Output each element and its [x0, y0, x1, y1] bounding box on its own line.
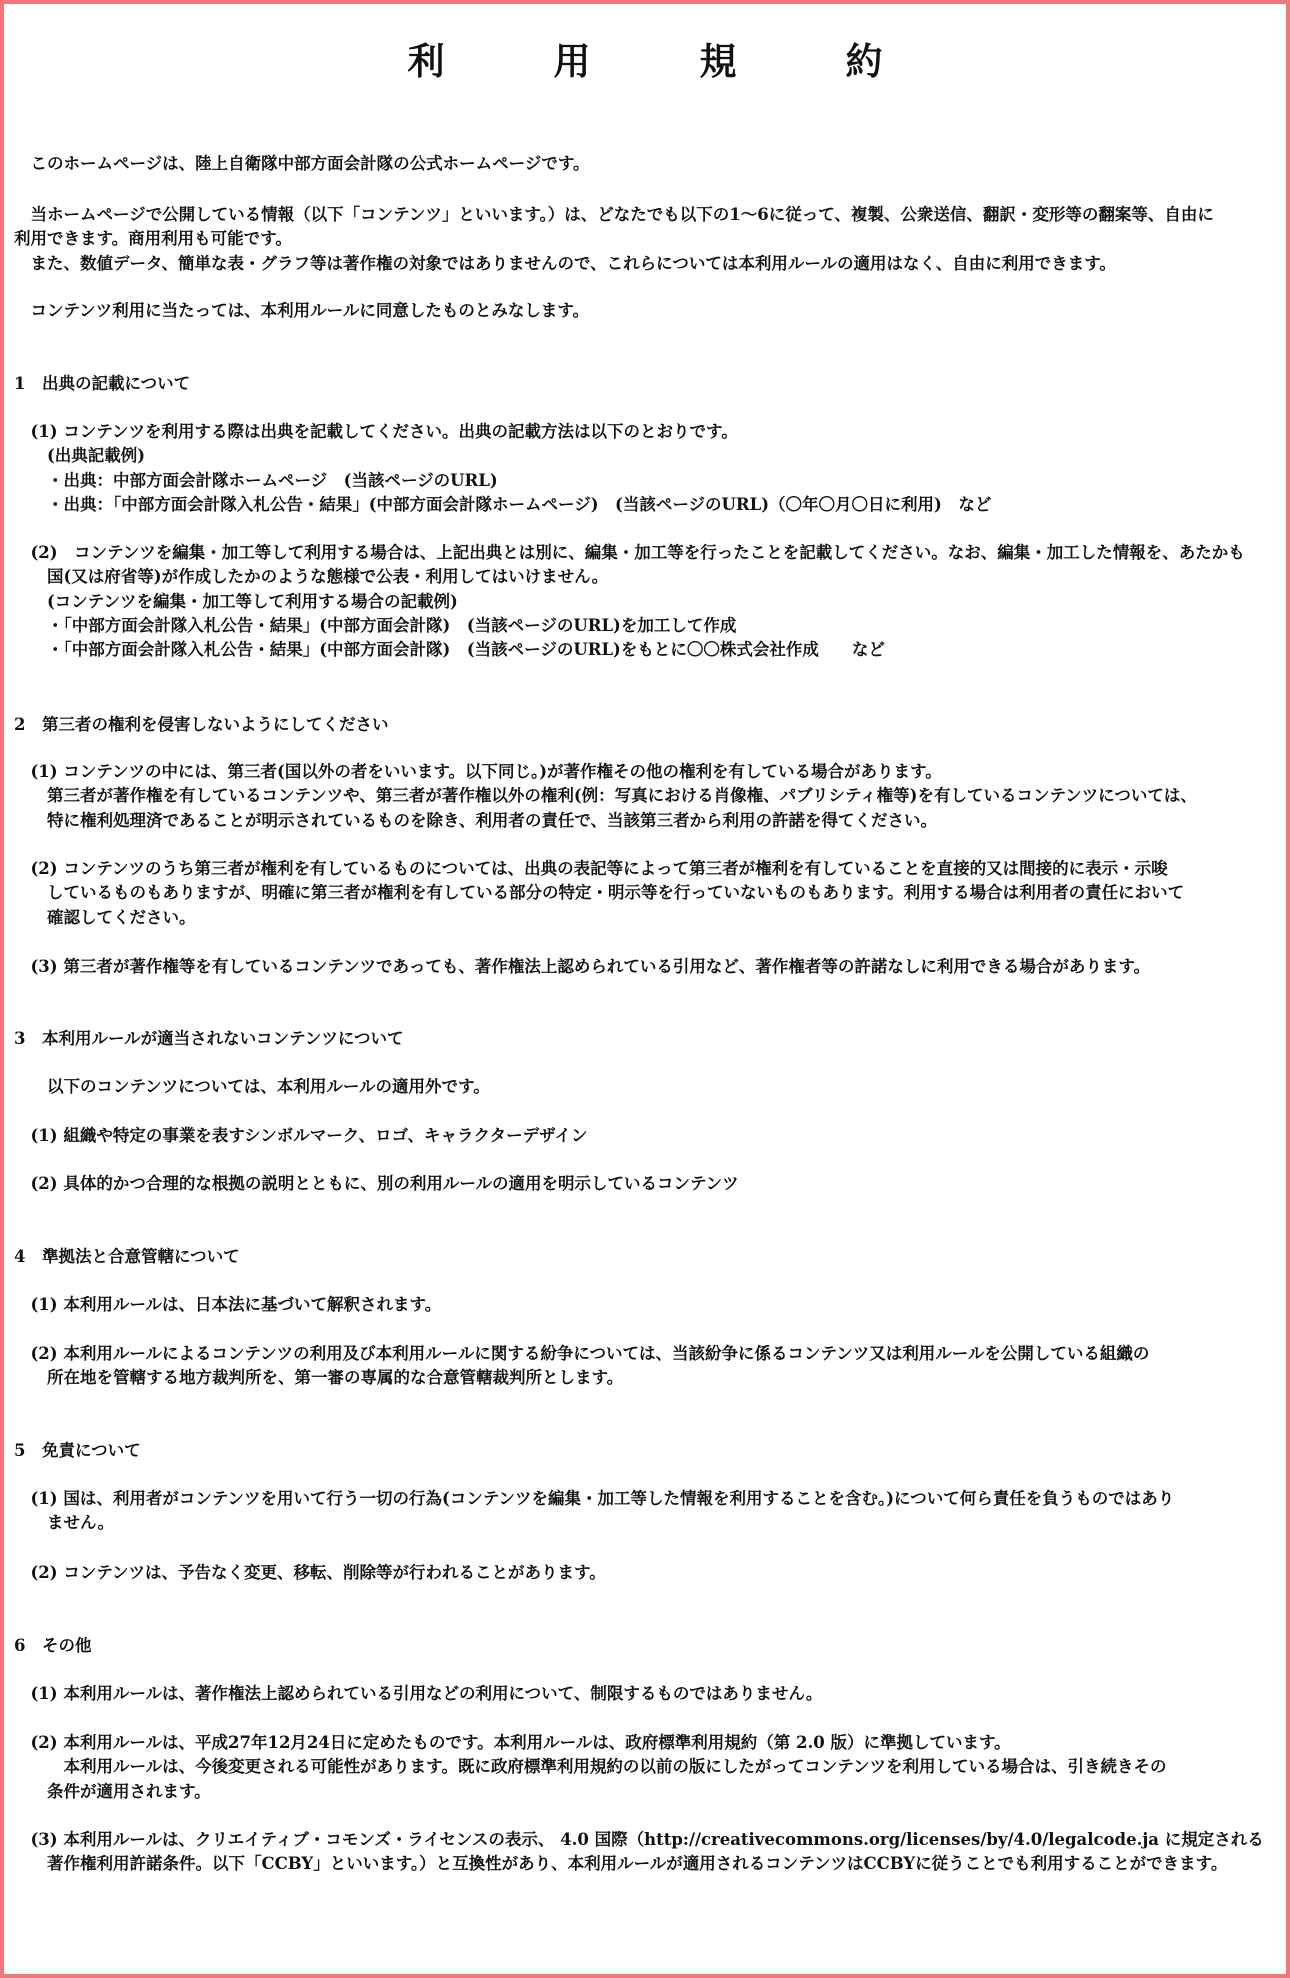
section-heading: [14, 713, 1284, 737]
paragraph: [14, 1561, 1284, 1585]
paragraph: [14, 420, 1284, 517]
text-line: (1) 本利用ルールは、日本法に基づいて解釈されます。: [14, 1295, 442, 1314]
text-line: 1 出典の記載について: [14, 374, 191, 393]
paragraph: [14, 1124, 1284, 1148]
section-heading: [14, 372, 1284, 396]
paragraph: [14, 1487, 1284, 1536]
text-line: 4 準拠法と合意管轄について: [14, 1247, 240, 1266]
paragraph: [14, 1172, 1284, 1196]
section-heading: [14, 1439, 1284, 1463]
paragraph: [14, 1293, 1284, 1317]
text-line: 当ホームページで公開している情報（以下「コンテンツ」といいます。）は、どなたでも以下の1～6に従って、複製、公衆送信、翻訳・変形等の翻案等、自由に: [14, 205, 1214, 224]
text-line: このホームページは、陸上自衛隊中部方面会計隊の公式ホームページです。: [14, 154, 590, 173]
text-line: (出典記載例): [14, 446, 146, 466]
text-line: ・「中部方面会計隊入札公告・結果」(中部方面会計隊) (当該ページのURL)を加工して作成: [14, 615, 737, 635]
text-line: 以下のコンテンツについては、本利用ルールの適用外です。: [14, 1077, 490, 1096]
paragraph: [14, 203, 1284, 276]
text-line: 5 免責について: [14, 1441, 141, 1460]
paragraph: [14, 857, 1284, 930]
text-line: 所在地を管轄する地方裁判所を、第一審の専属的な合意管轄裁判所とします。: [14, 1368, 624, 1388]
text-line: (1) 本利用ルールは、著作権法上認められている引用などの利用について、制限するものではありません。: [14, 1684, 823, 1703]
text-line: コンテンツ利用に当たっては、本利用ルールに同意したものとみなします。: [14, 301, 590, 320]
text-line: 6 その他: [14, 1636, 92, 1655]
paragraph: [14, 1828, 1284, 1877]
text-line: (2) コンテンツのうち第三者が権利を有しているものについては、出典の表記等によって第三者が権利を有していることを直接的又は間接的に表示・示唆: [14, 859, 1168, 878]
text-line: ・「中部方面会計隊入札公告・結果」(中部方面会計隊) (当該ページのURL)をもとに〇〇株式会社作成 など: [14, 640, 885, 660]
text-line: ません。: [14, 1513, 114, 1533]
text-line: (1) コンテンツの中には、第三者(国以外の者をいいます。以下同じ。)が著作権その他の権利を有している場合があります。: [14, 762, 942, 781]
text-line: (2) 本利用ルールによるコンテンツの利用及び本利用ルールに関する紛争については、当該紛争に係るコンテンツ又は利用ルールを公開している組織の: [14, 1344, 1150, 1363]
paragraph: [14, 1342, 1284, 1391]
text-line: 第三者が著作権を有しているコンテンツや、第三者が著作権以外の権利(例：写真における肖像権、パブリシティ権等)を有しているコンテンツについては、: [14, 786, 1197, 806]
text-line: 利用できます。商用利用も可能です。: [14, 229, 292, 249]
text-line: 2 第三者の権利を侵害しないようにしてください: [14, 715, 389, 734]
text-line: 特に権利処理済であることが明示されているものを除き、利用者の責任で、当該第三者から利用の許諾を得てください。: [14, 810, 938, 830]
text-line: 条件が適用されます。: [14, 1781, 211, 1801]
section-heading: [14, 1245, 1284, 1269]
page-title: 利 用 規 約: [407, 39, 919, 83]
paragraph: [14, 1682, 1284, 1706]
text-line: (2) 本利用ルールは、平成27年12月24日に定めたものです。本利用ルールは、政府標準利用規約（第 2.0 版）に準拠しています。: [14, 1733, 1011, 1752]
section-heading: [14, 1027, 1284, 1051]
paragraph: [14, 541, 1284, 662]
text-line: 著作権利用許諾条件。以下「CCBY」といいます。）と互換性があり、本利用ルールが適用されるコンテンツはCCBYに従うことでも利用することができます。: [14, 1854, 1228, 1874]
text-line: ・出典：「中部方面会計隊入札公告・結果」(中部方面会計隊ホームページ) (当該ページのURL)（〇年〇月〇日に利用) など: [14, 494, 992, 514]
text-line: 3 本利用ルールが適当されないコンテンツについて: [14, 1029, 404, 1048]
text-line: ・出典：中部方面会計隊ホームページ (当該ページのURL): [14, 470, 498, 490]
paragraph: [14, 1075, 1284, 1099]
text-line: (1) コンテンツを利用する際は出典を記載してください。出典の記載方法は以下のとおりです。: [14, 422, 738, 441]
text-line: 本利用ルールは、今後変更される可能性があります。既に政府標準利用規約の以前の版にしたがってコンテンツを利用している場合は、引き続きその: [14, 1757, 1167, 1777]
text-line: (1) 国は、利用者がコンテンツを用いて行う一切の行為(コンテンツを編集・加工等した情報を利用することを含む。)について何ら責任を負うものではあり: [14, 1489, 1175, 1508]
paragraph: [14, 152, 1284, 176]
text-line: (2) コンテンツを編集・加工等して利用する場合は、上記出典とは別に、編集・加工等を行ったことを記載してください。なお、編集・加工した情報を、あたかも: [14, 543, 1245, 562]
paragraph: [14, 299, 1284, 323]
text-line: (コンテンツを編集・加工等して利用する場合の記載例): [14, 591, 458, 611]
text-line: (2) 具体的かつ合理的な根拠の説明とともに、別の利用ルールの適用を明示しているコンテンツ: [14, 1174, 739, 1193]
text-line: (1) 組織や特定の事業を表すシンボルマーク、ロゴ、キャラクターデザイン: [14, 1126, 588, 1145]
text-line: (2) コンテンツは、予告なく変更、移転、削除等が行われることがあります。: [14, 1563, 606, 1582]
paragraph: [14, 955, 1284, 979]
text-line: しているものもありますが、明確に第三者が権利を有している部分の特定・明示等を行っていないものもあります。利用する場合は利用者の責任において: [14, 883, 1185, 903]
text-line: 確認してください。: [14, 907, 196, 927]
text-line: 国(又は府省等)が作成したかのような態様で公表・利用してはいけません。: [14, 567, 609, 587]
text-line: (3) 第三者が著作権等を有しているコンテンツであっても、著作権法上認められている引用など、著作権者等の許諾なしに利用できる場合があります。: [14, 957, 1151, 976]
paragraph: [14, 1731, 1284, 1804]
section-heading: [14, 1634, 1284, 1658]
text-line: (3) 本利用ルールは、クリエイティブ・コモンズ・ライセンスの表示、 4.0 国際（http://creativecommons.org/licenses/by/4.0/legalcode.ja に規定される: [14, 1830, 1264, 1849]
paragraph: [14, 760, 1284, 833]
text-line: また、数値データ、簡単な表・グラフ等は著作権の対象ではありませんので、これらについては本利用ルールの適用はなく、自由に利用できます。: [14, 253, 1116, 273]
